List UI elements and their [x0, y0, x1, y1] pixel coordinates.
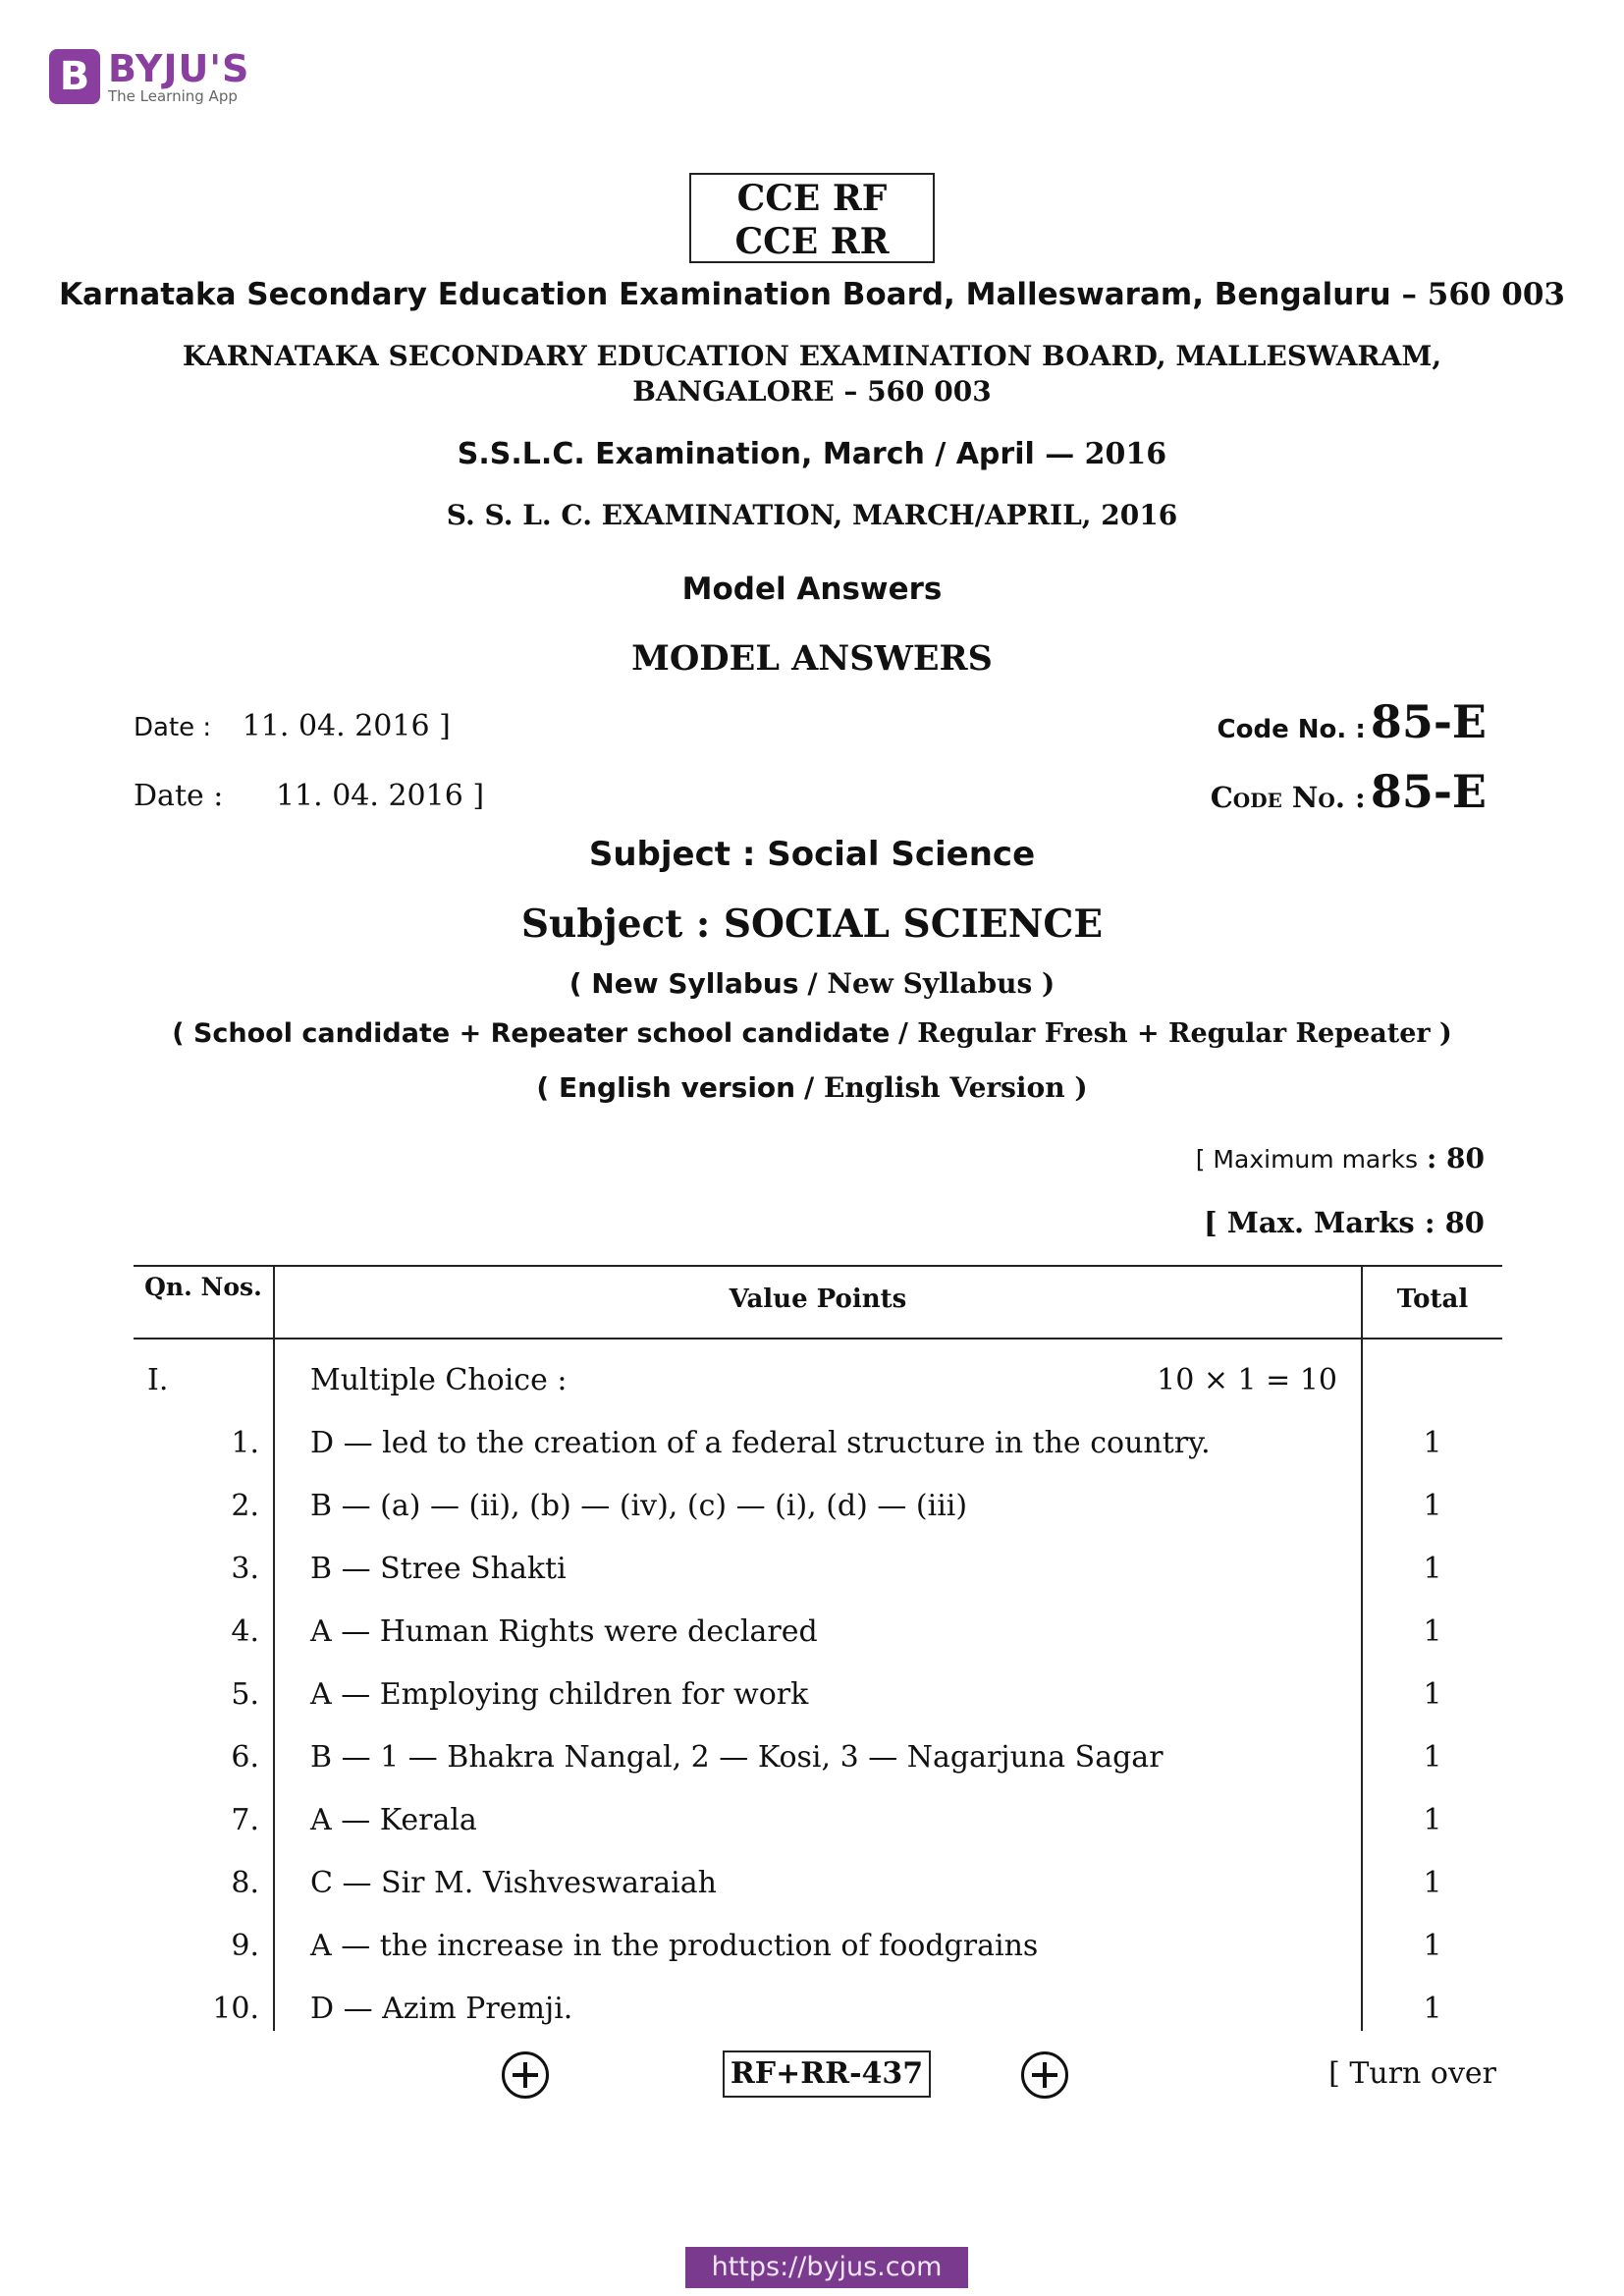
- code-label-kannada: Code No. :: [1217, 715, 1366, 744]
- subject-kannada: Subject : Social Science: [588, 835, 1036, 874]
- candidates-english: / Regular Fresh + Regular Repeater ): [897, 1018, 1452, 1049]
- paper-code-footer: RF+RR-437: [723, 2050, 931, 2098]
- date-row-kannada: [134, 709, 451, 743]
- code-value-kannada: 85-E: [1370, 695, 1487, 748]
- syllabus-line: [0, 967, 1624, 1000]
- row-total: 1: [1423, 1803, 1442, 1837]
- byjus-logo-mark: B: [49, 49, 100, 104]
- date-value: 11. 04. 2016 ]: [275, 779, 485, 813]
- exam-code-box: [689, 173, 935, 263]
- row-number: 6.: [231, 1740, 259, 1775]
- row-answer: A — Employing children for work: [310, 1677, 809, 1712]
- board-name-english-1: KARNATAKA SECONDARY EDUCATION EXAMINATION BOARD, MALLESWARAM,: [182, 340, 1442, 372]
- row-number: 3.: [231, 1552, 259, 1586]
- max-marks-kannada: [1196, 1142, 1485, 1175]
- section-title: Multiple Choice :: [310, 1363, 568, 1397]
- code-row-english: [1211, 765, 1487, 818]
- row-total: 1: [1423, 1992, 1442, 2026]
- row-number: 10.: [212, 1992, 259, 2026]
- candidates-kannada: ( School candidate + Repeater school candidate: [172, 1018, 891, 1049]
- row-number: 1.: [231, 1426, 259, 1460]
- date-value-kannada: 11. 04. 2016 ]: [242, 709, 451, 743]
- row-answer: D — Azim Premji.: [310, 1992, 573, 2026]
- row-number: 9.: [231, 1929, 259, 1963]
- subject-title: Subject : SOCIAL SCIENCE: [520, 902, 1104, 947]
- crosshair-plus-icon: [502, 2051, 549, 2099]
- date-label: Date :: [134, 779, 224, 813]
- row-total: 1: [1423, 1866, 1442, 1900]
- row-total: 1: [1423, 1614, 1442, 1649]
- row-answer: A — Human Rights were declared: [310, 1614, 818, 1649]
- exam-year-kannada: — 2016: [1045, 437, 1167, 471]
- row-number: 5.: [231, 1677, 259, 1712]
- header-value-points: Value Points: [729, 1285, 907, 1314]
- row-total: 1: [1423, 1426, 1442, 1460]
- code-row-kannada: [1218, 695, 1487, 748]
- max-marks-kannada-label: [ Maximum marks: [1195, 1145, 1419, 1174]
- code-value: 85-E: [1370, 765, 1487, 818]
- byjus-logo-name: BYJU'S: [108, 46, 250, 90]
- max-marks-english: [ Max. Marks : 80: [1203, 1206, 1485, 1239]
- section-number: I.: [147, 1363, 169, 1397]
- version-english: / English Version ): [804, 1071, 1088, 1104]
- row-number: 2.: [231, 1489, 259, 1523]
- model-answers-kannada: Model Answers: [681, 572, 943, 607]
- turn-over-label: [ Turn over: [1328, 2056, 1496, 2091]
- row-number: 7.: [231, 1803, 259, 1837]
- syllabus-english: / New Syllabus ): [807, 967, 1056, 1000]
- date-row-english: [134, 779, 484, 813]
- model-answers-title: MODEL ANSWERS: [631, 638, 993, 679]
- row-number: 8.: [231, 1866, 259, 1900]
- row-answer: B — 1 — Bhakra Nangal, 2 — Kosi, 3 — Nagarjuna Sagar: [310, 1740, 1164, 1775]
- table-col-divider-1: [273, 1265, 275, 2031]
- row-total: 1: [1423, 1740, 1442, 1775]
- row-total: 1: [1423, 1677, 1442, 1712]
- answer-table: [134, 1265, 1502, 2031]
- row-total: 1: [1423, 1552, 1442, 1586]
- board-name-kannada-text: Karnataka Secondary Education Examination Board, Malleswaram, Bengaluru: [59, 277, 1391, 312]
- board-name-english-2: BANGALORE – 560 003: [632, 375, 992, 408]
- row-answer: B — (a) — (ii), (b) — (iv), (c) — (i), (d) — (iii): [310, 1489, 968, 1523]
- code-line-rf: CCE RF: [736, 178, 888, 219]
- version-kannada: ( English version: [536, 1071, 796, 1104]
- row-answer: C — Sir M. Vishveswaraiah: [310, 1866, 717, 1900]
- syllabus-kannada: ( New Syllabus: [568, 967, 799, 1000]
- version-line: [0, 1071, 1624, 1104]
- row-total: 1: [1423, 1929, 1442, 1963]
- max-marks-kannada-value: : 80: [1426, 1142, 1485, 1175]
- row-number: 4.: [231, 1614, 259, 1649]
- header-total: Total: [1396, 1285, 1469, 1314]
- row-answer: A — Kerala: [310, 1803, 477, 1837]
- code-label: Code No. :: [1210, 781, 1366, 814]
- byjus-logo-tagline: The Learning App: [108, 86, 238, 105]
- candidates-line: [0, 1018, 1624, 1049]
- crosshair-plus-icon: [1021, 2051, 1068, 2099]
- date-label-kannada: Date :: [134, 713, 212, 742]
- exam-title-kannada-text: S.S.L.C. Examination, March / April: [457, 437, 1035, 471]
- board-name-kannada: [0, 277, 1624, 312]
- table-header-rule: [134, 1338, 1502, 1339]
- row-answer: A — the increase in the production of foodgrains: [310, 1929, 1039, 1963]
- exam-title-english: S. S. L. C. EXAMINATION, MARCH/APRIL, 2016: [446, 499, 1178, 531]
- header-qn-nos: Qn. Nos.: [144, 1273, 262, 1301]
- board-pin-kannada: – 560 003: [1401, 277, 1565, 312]
- row-answer: D — led to the creation of a federal structure in the country.: [310, 1426, 1211, 1460]
- byjus-logo[interactable]: [49, 46, 250, 105]
- section-marks: 10 × 1 = 10: [1157, 1363, 1337, 1397]
- row-total: 1: [1423, 1489, 1442, 1523]
- byjus-url-link[interactable]: https://byjus.com: [685, 2247, 968, 2288]
- code-line-rr: CCE RR: [734, 221, 890, 262]
- table-top-rule: [134, 1265, 1502, 1267]
- row-answer: B — Stree Shakti: [310, 1552, 567, 1586]
- exam-title-kannada: [0, 437, 1624, 471]
